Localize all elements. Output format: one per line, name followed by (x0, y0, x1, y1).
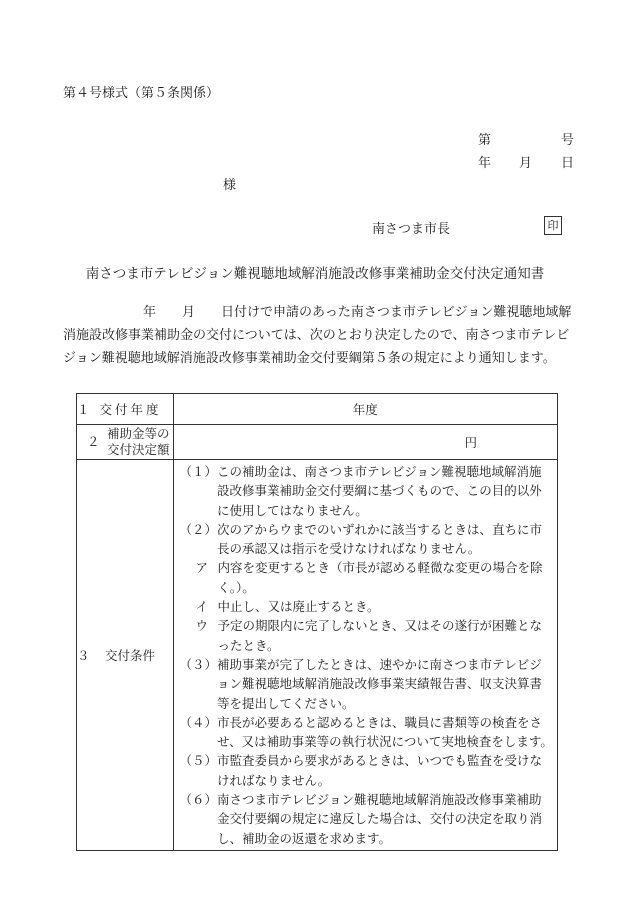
condition-num: （２） (179, 521, 218, 537)
condition-text: 南さつま市テレビジョン難視聴地域解消施設改修事業補助金交付要綱の規定に違反した場合は、交付の決定を取り消し、補助金の返還を求めます。 (217, 792, 543, 846)
condition-num: （５） (179, 753, 218, 769)
sub-condition-text: 中止し、又は廃止するとき。 (217, 599, 380, 615)
conditions-label: 交付条件 (105, 647, 156, 663)
body-text: 日付けで申請のあった南さつま市テレビジョン難視聴地域解消施設改修事業補助金の交付については、次のとおり決定したので、南さつま市テレビジョン難視聴地域解消施設改修事業補助金交付要綱第５条の規定により通知します。 (63, 305, 572, 366)
sender-name: 南さつま市長 (372, 222, 451, 237)
conditions-label-num: ３ (77, 647, 90, 663)
sub-condition-text: 内容を変更するとき（市長が認める軽微な変更の場合を除く。）。 (217, 560, 543, 595)
conditions-list (173, 460, 557, 851)
date-month: 月 (519, 156, 533, 171)
condition-item (180, 462, 553, 520)
sub-condition-num: ウ (195, 618, 209, 634)
decision-table (76, 393, 558, 851)
body-month: 月 (182, 305, 196, 320)
notice-body (63, 301, 575, 370)
amount-label-line2: 交付決定額 (107, 442, 170, 457)
fiscal-year-label: １ 交付年度 (77, 394, 174, 425)
conditions-label-cell (77, 460, 174, 851)
condition-num: （３） (179, 656, 218, 672)
seal-stamp: 印 (544, 216, 562, 235)
sub-condition-item (180, 558, 553, 597)
table-row (77, 425, 558, 460)
sub-condition-num: イ (195, 599, 209, 615)
amount-label-num: ２ (87, 434, 100, 449)
document-number-label: 第 (478, 133, 492, 148)
sub-condition-item (180, 616, 553, 655)
fiscal-year-value: 年度 (173, 394, 557, 425)
condition-text: 市長が必要あると認めるときは、職員に書類等の検査をさせ、又は補助事業等の執行状況について実地検査をします。 (217, 714, 553, 750)
body-year: 年 (143, 305, 157, 320)
document-number-suffix: 号 (561, 133, 575, 148)
condition-text: 補助事業が完了したときは、速やかに南さつま市テレビジョン難視聴地域解消施設改修事業実績報告書、収支決算書等を提出してください。 (217, 656, 543, 711)
sub-condition-num: ア (195, 560, 209, 576)
condition-text: 市監査委員から要求があるときは、いつでも監査を受けなければなりません。 (217, 753, 543, 788)
condition-item (180, 713, 553, 752)
table-row (77, 460, 558, 851)
amount-label-line1: 補助金等の (107, 426, 170, 441)
condition-text: この補助金は、南さつま市テレビジョン難視聴地域解消施設改修事業補助金交付要綱に基づくもので、この目的以外に使用してはなりません。 (217, 464, 542, 518)
document-title: 南さつま市テレビジョン難視聴地域解消施設改修事業補助金交付決定通知書 (85, 266, 545, 282)
table-row (77, 394, 558, 425)
condition-num: （１） (179, 464, 218, 479)
condition-item (180, 790, 553, 848)
date-day: 日 (561, 156, 575, 171)
condition-text: 次のアからウまでのいずれかに該当するときは、直ちに市長の承認又は指示を受けなければなりません。 (217, 521, 543, 557)
sub-condition-item (180, 597, 553, 616)
condition-item (180, 520, 553, 559)
amount-label-cell (77, 425, 174, 460)
amount-value: 円 (173, 425, 557, 460)
date-year: 年 (478, 156, 492, 171)
condition-num: （４） (179, 714, 218, 730)
sub-condition-text: 予定の期限内に完了しないとき、又はその遂行が困難となったとき。 (217, 618, 543, 653)
condition-item (180, 655, 553, 713)
condition-num: （６） (179, 792, 218, 808)
form-number-label: 第４号様式（第５条関係） (63, 86, 220, 101)
addressee-suffix: 様 (223, 178, 237, 193)
condition-item (180, 751, 553, 790)
